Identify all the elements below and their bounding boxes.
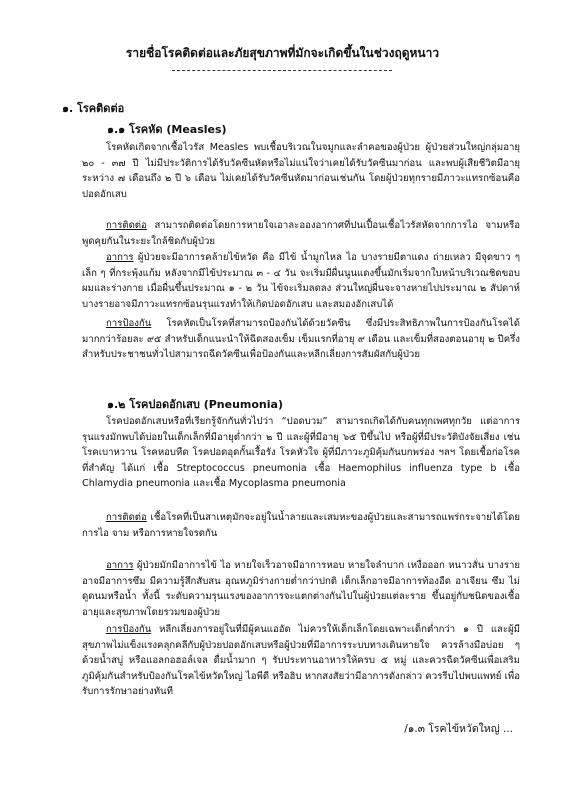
measles-symptoms: [82, 250, 520, 313]
pneumonia-transmission: [82, 510, 520, 557]
prevention-text: โรคหัดเป็นโรคที่สามารถป้องกันได้ด้วยวัคซีน ซึ่งมีประสิทธิภาพในการป้องกันโรคได้มากกว่าร้อยละ ๙๕ สำหรับเด็กแนะนำให้ฉีดสองเข็ม เข็มแรกที่อายุ ๙ เดือน และเข็มที่สองตอนอายุ ๒ ปีครึ่ง สำหรับประชาชนทั่วไปสามารถฉีดวัคซีนเพื่อป้องกันและหลีกเลี่ยงการสัมผัสกับผู้ป่วย: [82, 318, 520, 361]
measles-intro: โรคหัดเกิดจากเชื้อไวรัส Measles พบเชื้อบริเวณในจมูกและลำคอของผู้ป่วย ผู้ป่วยส่วนใหญ่กลุ่มอายุ ๒๐ - ๓๗ ปี ไม่มีประวัติการได้รับวัคซีนหัดหรือไม่แน่ใจว่าเคยได้รับวัคซีนมาก่อน และพบผู้เสียชีวิตมีอายุระหว่าง ๗ เดือนถึง ๒ ปี ๖ เดือน ไม่เคยได้รับวัคซีนหัดมาก่อนเช่นกัน โดยผู้ป่วยทุกรายมีภาวะแทรกซ้อนคือ ปอดอักเสบ: [82, 142, 520, 200]
transmission-label: การติดต่อ: [106, 220, 147, 231]
measles-transmission: [82, 218, 520, 250]
symptoms-label: อาการ: [106, 560, 134, 571]
page-title: รายชื่อโรคติดต่อและภัยสุขภาพที่มักจะเกิดขึ้นในช่วงฤดูหนาว: [125, 46, 440, 60]
pneumonia-heading: ๑.๒ โรคปอดอักเสบ (Pneumonia): [107, 398, 283, 411]
symptoms-text: ผู้ป่วยมักมีอาการไข้ ไอ หายใจเร็วอาจมีอาการหอบ หายใจลำบาก เหงื่อออก หนาวสั่น บางรายอาจมีอาการซึม มีความรู้สึกสับสน อุณหภูมิร่างกายต่ำกว่าปกติ เด็กเล็กอาจมีอาการท้องอืด อาเจียน ซึม ไม่ดูดนมหรือน้ำ ทั้งนี้ ระดับความรุนแรงของอาการจะแตกต่างกันไปในผู้ป่วยแต่ละราย ขึ้นอยู่กับชนิดของเชื้อ อายุและสุขภาพโดยรวมของผู้ป่วย: [82, 560, 520, 618]
pneumonia-prevention: [82, 622, 520, 701]
prevention-text: หลีกเลี่ยงการอยู่ในที่มีผู้คนแออัด ไม่ควรให้เด็กเล็กโดยเฉพาะเด็กต่ำกว่า ๑ ปี และผู้มีสุขภาพไม่แข็งแรงคลุกคลีกับผู้ป่วยปอดอักเสบหรือผู้ป่วยที่มีอาการระบบทางเดินหายใจ ควรล้างมือบ่อย ๆ ด้วยน้ำสบู่ หรือแอลกอฮอล์เจล ดื่มน้ำมาก ๆ รับประทานอาหารให้ครบ ๕ หมู่ และควรฉีดวัคซีนเพื่อเสริมภูมิคุ้มกันสำหรับป้องกันโรคไข้หวัดใหญ่ ไอพีดี หรือฮิบ หากสงสัยว่ามีอาการดังกล่าว ควรรีบไปพบแพทย์ เพื่อรับการรักษาอย่างทันที: [82, 624, 520, 698]
pneumonia-intro: โรคปอดอักเสบหรือที่เรียกรู้จักกันทั่วไปว่า “ปอดบวม” สามารถเกิดได้กับคนทุกเพศทุกวัย แต่อาการรุนแรงมักพบได้บ่อยในเด็กเล็กที่มีอายุต่ำกว่า ๒ ปี และผู้ที่มีอายุ ๖๕ ปีขึ้นไป หรือผู้ที่มีประวัติบังจัยเสี่ยง เช่น โรคเบาหวาน โรคหอบหืด โรคปอดอุดกั้นเรื้อรัง โรคหัวใจ ผู้ที่มีภาวะภูมิคุ้มกันบกพร่อง ฯลฯ โดยเชื้อก่อโรคที่สำคัญ ได้แก่ เชื้อ Streptococcus pneumonia เชื้อ Haemophilus influenza type b เชื้อ Chlamydia pneumonia และเชื้อ Mycoplasma pneumonia: [82, 416, 520, 490]
symptoms-label: อาการ: [106, 252, 134, 263]
measles-heading: ๑.๑ โรคหัด (Measles): [107, 123, 227, 136]
transmission-text: สามารถติดต่อโดยการหายใจเอาละอองอากาศที่ปนเปื้อนเชื้อไวรัสหัดจากการไอ จามหรือพูดคุยกันในระยะใกล้ชิดกับผู้ป่วย: [82, 220, 520, 247]
symptoms-text: ผู้ป่วยจะมีอาการคล้ายไข้หวัด คือ มีไข้ น้ำมูกไหล ไอ บางรายมีตาแดง ถ่ายเหลว มีจุดขาว ๆ เล็ก ๆ ที่กระพุ้งแก้ม หลังจากมีไข้ประมาณ ๓ - ๔ วัน จะเริ่มมีผื่นนูนแดงขึ้นมักเริ่มจากใบหน้าบริเวณชิดขอบผมและร่างกาย เมื่อผื่นขึ้นประมาณ ๑ - ๒ วัน ไข้จะเริ่มลดลง ส่วนใหญ่ผื่นจะจางหายไปประมาณ ๒ สัปดาห์ บางรายอาจมีภาวะแทรกซ้อนรุนแรงทำให้เกิดปอดอักเสบ และสมองอักเสบได้: [82, 252, 520, 310]
prevention-label: การป้องกัน: [106, 624, 152, 635]
prevention-label: การป้องกัน: [106, 318, 152, 329]
transmission-label: การติดต่อ: [106, 512, 147, 523]
title-divider: [172, 70, 392, 71]
transmission-text: เชื้อโรคที่เป็นสาเหตุมักจะอยู่ในน้ำลายและเสมหะของผู้ป่วยและสามารถแพร่กระจายได้โดยการไอ จาม หรือการหายใจรดกัน: [82, 512, 520, 539]
next-page-continuation: /๑.๓ โรคไข้หวัดใหญ่ ...: [404, 723, 513, 735]
section-heading-communicable-diseases: ๑. โรคติดต่อ: [62, 102, 125, 115]
pneumonia-symptoms: [82, 558, 520, 621]
measles-prevention: [82, 316, 520, 379]
